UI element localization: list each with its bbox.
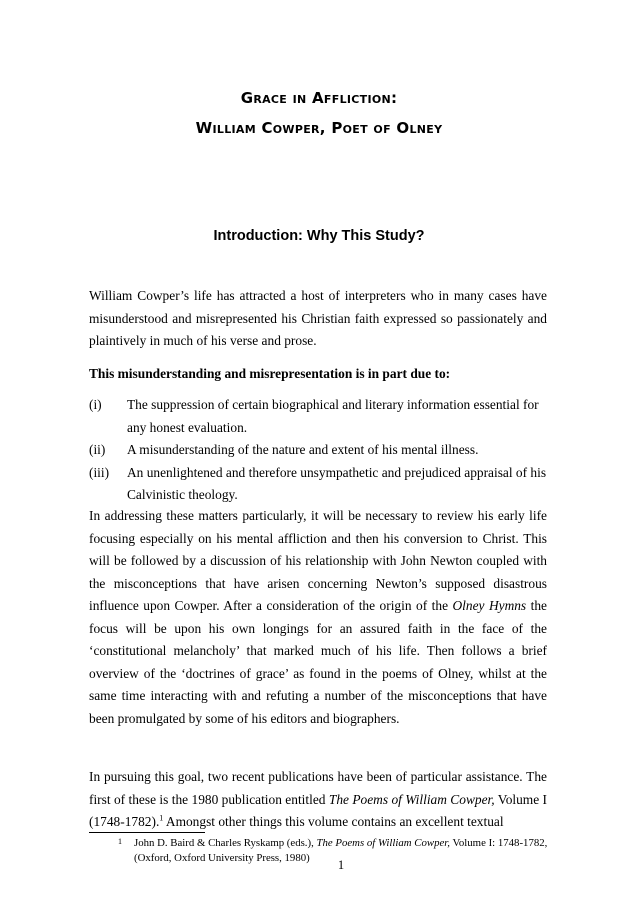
paragraph-2-text-a: In addressing these matters particularly, it will be necessary to review his early life focusing especially on his mental affliction and then his conversion to Christ. This will be followed by a discussion of his relationship with John Newton coupled with the misconceptions that have arisen concerning Newton’s supposed disastrous influence upon Cowper. After a consideration of the origin of the (89, 508, 547, 613)
footnote-text-b: Volume I: 1748-1782, (Oxford, Oxford University Press, 1980) (134, 837, 548, 864)
list-item-number: (i) (89, 397, 102, 412)
reasons-list (89, 394, 547, 507)
intro-paragraph: William Cowper’s life has attracted a host of interpreters who in many cases have misunderstood and misrepresented his Christian faith expressed so passionately and plaintively in much of his verse and prose. (89, 288, 547, 348)
bold-statement: This misunderstanding and misrepresentation is in part due to: (89, 366, 451, 381)
list-item-number: (iii) (89, 464, 110, 480)
list-item-number: (ii) (89, 442, 106, 457)
footnote-mark: 1 (118, 837, 122, 846)
list-item (89, 439, 547, 462)
section-heading: Introduction: Why This Study? (213, 228, 425, 244)
paragraph-3-text-b: Volume I (1748-1782). (89, 791, 548, 829)
body-paragraph-2 (89, 505, 547, 730)
book-title: The Poems of William Cowper, (328, 791, 495, 807)
paragraph-2-text-b: the focus will be upon his own longings for an assured faith in the face of the ‘constitutional melancholy’ that marked much of his life. Then follows a brief overview of the ‘doctrines of grace’ as found in the poems of Olney, whilst at the same time interacting with and refuting a number of the misconceptions that have been promulgated by some of his editors and biographers. (89, 598, 547, 726)
paragraph-3-text-a: In pursuing this goal, two recent publications have been of particular assistance. The first of these is the 1980 publication entitled (89, 769, 547, 807)
footnote-reference[interactable]: 1 (159, 813, 164, 823)
footnote-text-a: John D. Baird & Charles Ryskamp (eds.), (134, 837, 317, 849)
footnote-book-title: The Poems of William Cowper, (316, 837, 450, 849)
list-item (89, 394, 547, 439)
document-title-line-1: Grace in Affliction: (240, 89, 398, 107)
list-item-text: A misunderstanding of the nature and extent of his mental illness. (127, 442, 479, 457)
page-number: 1 (337, 858, 345, 872)
list-item-text: An unenlightened and therefore unsympathetic and prejudiced appraisal of his Calvinistic theology. (127, 464, 547, 502)
paragraph-3-text-c: Amongst other things this volume contains an excellent textual (163, 814, 504, 829)
olney-hymns-title: Olney Hymns (452, 598, 527, 613)
list-item-text: The suppression of certain biographical and literary information essential for any honest evaluation. (127, 397, 539, 435)
document-title-line-2: William Cowper, Poet of Olney (195, 119, 443, 137)
list-item (89, 462, 547, 507)
body-paragraph-3 (89, 766, 547, 834)
footnote-divider (89, 832, 205, 833)
